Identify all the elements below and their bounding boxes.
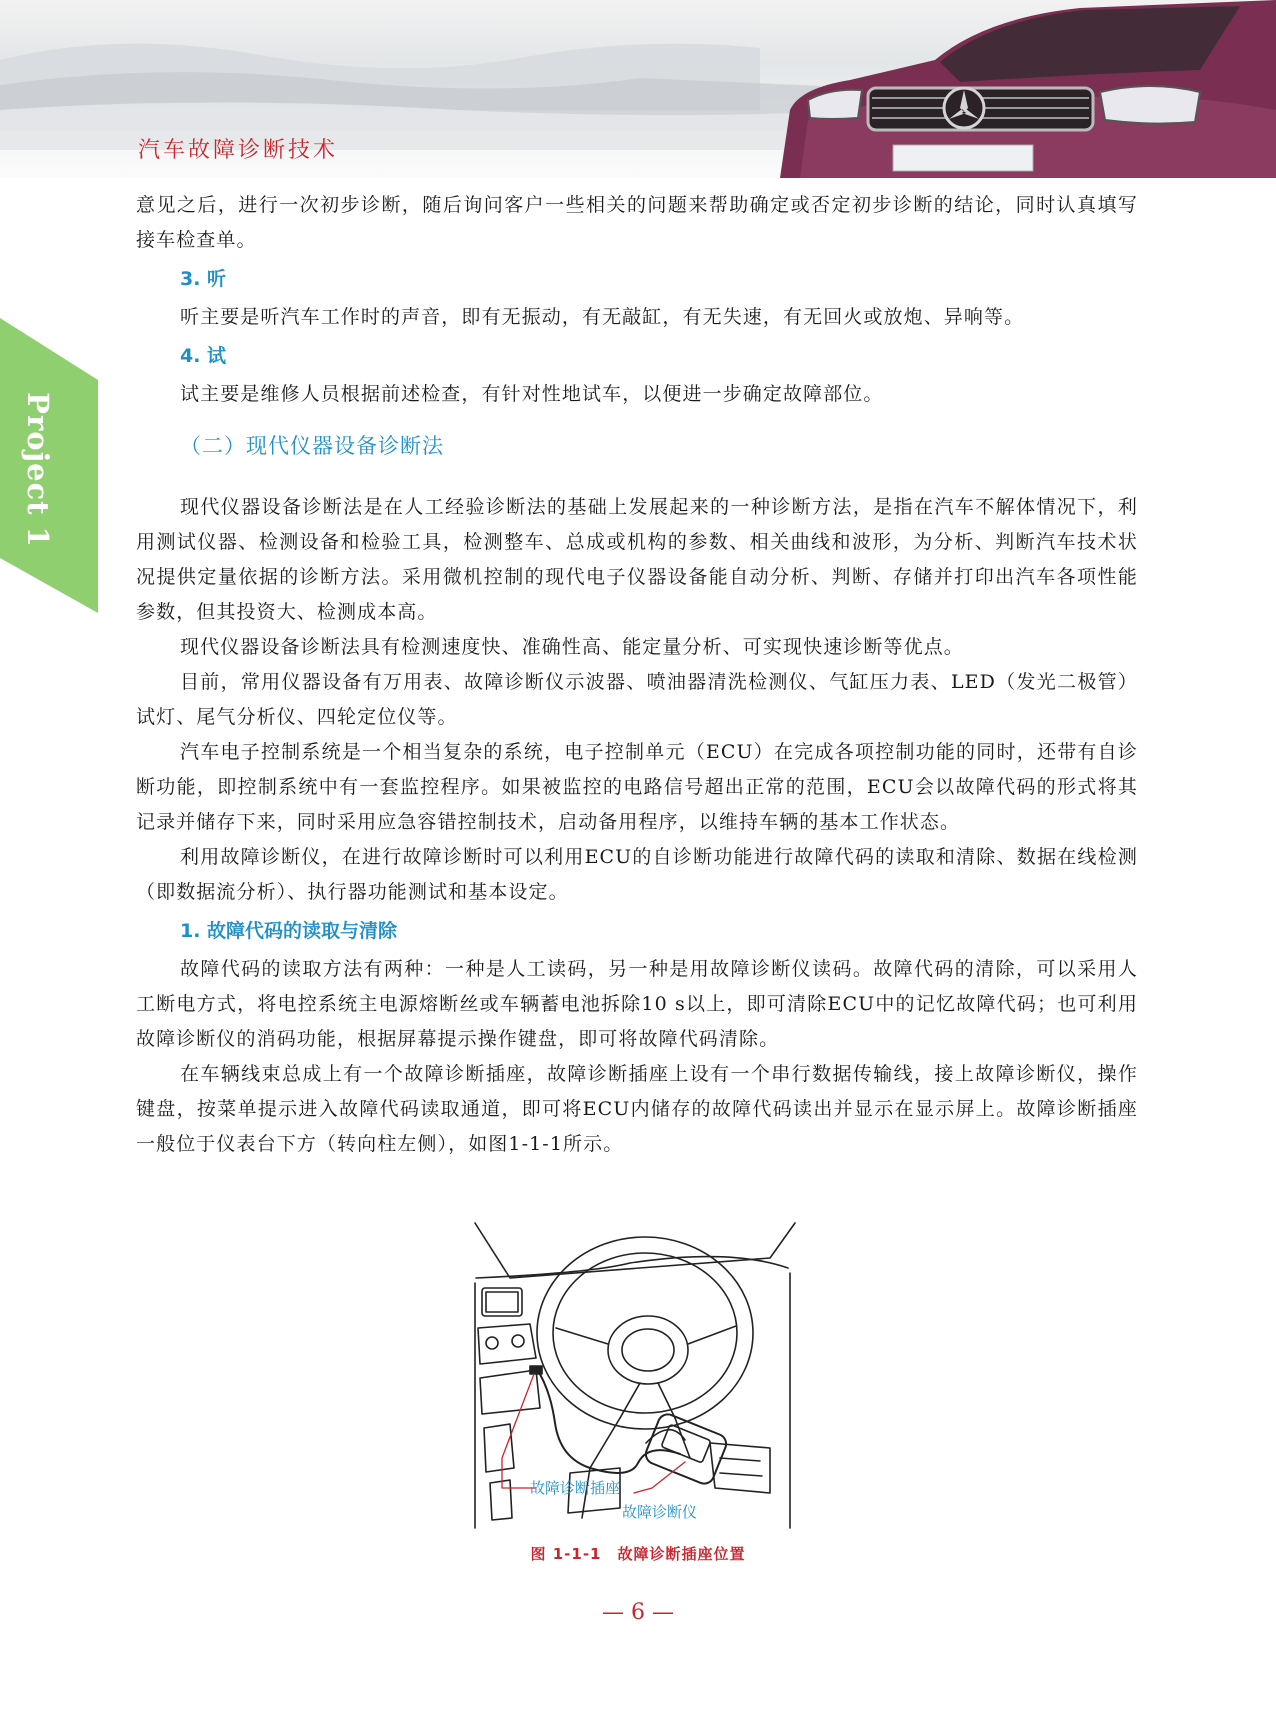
paragraph: 故障代码的读取方法有两种：一种是人工读码，另一种是用故障诊断仪读码。故障代码的清除，可以采用人工断电方式，将电控系统主电源熔断丝或车辆蓄电池拆除10 s以上，即可清除ECU中的记忆故障代码；也可利用故障诊断仪的消码功能，根据屏幕提示操作键盘，即可将故障代码清除。 — [136, 958, 1138, 1050]
header-banner — [0, 0, 1276, 178]
callout-diagnostic-socket: 故障诊断插座 — [530, 1479, 621, 1497]
figure-caption: 图 1-1-1 故障诊断插座位置 — [530, 1545, 746, 1563]
dashboard-line-drawing — [470, 1218, 800, 1533]
page-body — [136, 188, 1138, 1162]
paragraph: 现代仪器设备诊断法具有检测速度快、准确性高、能定量分析、可实现快速诊断等优点。 — [180, 636, 964, 658]
paragraph: 试主要是维修人员根据前述检查，有针对性地试车，以便进一步确定故障部位。 — [180, 383, 884, 405]
paragraph: 在车辆线束总成上有一个故障诊断插座，故障诊断插座上设有一个串行数据传输线，接上故障诊断仪，操作键盘，按菜单提示进入故障代码读取通道，即可将ECU内储存的故障代码读出并显示在显示屏上。故障诊断插座一般位于仪表台下方（转向柱左侧），如图1-1-1所示。 — [136, 1063, 1138, 1155]
section-heading-modern-diagnosis: （二）现代仪器设备诊断法 — [180, 434, 444, 458]
paragraph: 听主要是听汽车工作时的声音，即有无振动，有无敲缸，有无失速，有无回火或放炮、异响等。 — [180, 306, 1025, 328]
paragraph: 现代仪器设备诊断法是在人工经验诊断法的基础上发展起来的一种诊断方法，是指在汽车不解体情况下，利用测试仪器、检测设备和检验工具，检测整车、总成或机构的参数、相关曲线和波形，为分析、判断汽车技术状况提供定量依据的诊断方法。采用微机控制的现代电子仪器设备能自动分析、判断、存储并打印出汽车各项性能参数，但其投资大、检测成本高。 — [136, 496, 1138, 623]
page-number: — 6 — — [602, 1600, 674, 1625]
section-heading-fault-codes: 1. 故障代码的读取与清除 — [180, 920, 398, 942]
book-title: 汽车故障诊断技术 — [138, 138, 339, 163]
paragraph: 利用故障诊断仪，在进行故障诊断时可以利用ECU的自诊断功能进行故障代码的读取和清除、数据在线检测（即数据流分析）、执行器功能测试和基本设定。 — [136, 846, 1138, 903]
project-label: Project 1 — [21, 392, 55, 548]
figure-diagnostic-socket — [470, 1218, 800, 1533]
callout-diagnostic-tool: 故障诊断仪 — [622, 1503, 698, 1521]
paragraph: 目前，常用仪器设备有万用表、故障诊断仪示波器、喷油器清洗检测仪、气缸压力表、LED（发光二极管）试灯、尾气分析仪、四轮定位仪等。 — [136, 671, 1138, 728]
paragraph: 汽车电子控制系统是一个相当复杂的系统，电子控制单元（ECU）在完成各项控制功能的同时，还带有自诊断功能，即控制系统中有一套监控程序。如果被监控的电路信号超出正常的范围，ECU会以故障代码的形式将其记录并储存下来，同时采用应急容错控制技术，启动备用程序，以维持车辆的基本工作状态。 — [136, 741, 1138, 833]
section-heading-listen: 3. 听 — [180, 268, 227, 290]
section-heading-test: 4. 试 — [180, 345, 227, 367]
paragraph: 意见之后，进行一次初步诊断，随后询问客户一些相关的问题来帮助确定或否定初步诊断的结论，同时认真填写接车检查单。 — [136, 194, 1138, 251]
